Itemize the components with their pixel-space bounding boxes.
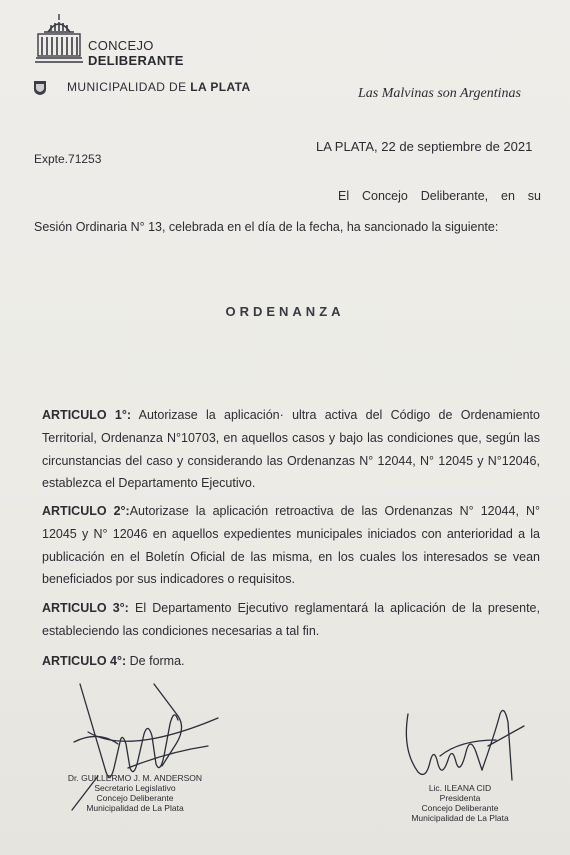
signatory-municipality: Municipalidad de La Plata — [86, 803, 184, 813]
signatory-name: Lic. ILEANA CID — [428, 783, 492, 793]
intro-line1: El Concejo Deliberante, en su — [338, 189, 541, 203]
municipality-prefix: MUNICIPALIDAD DE — [67, 80, 191, 94]
article-text: Autorizase la aplicación· ultra activa del Código de Ordenamiento Territorial, Ordenanza N°10703, en aquellos casos y bajo las condiciones que, según las circunstancias del caso y considerando las Ordenanzas N° 12044, N° 12045 y N°12046, establezca el Departamento Ejecutivo. — [42, 408, 540, 491]
signatory-municipality: Municipalidad de La Plata — [411, 813, 509, 823]
municipality-emblem-icon — [33, 80, 47, 96]
place-date: LA PLATA, 22 de septiembre de 2021 — [316, 139, 533, 154]
signatory-role: Secretario Legislativo — [94, 783, 176, 793]
document-title: ORDENANZA — [225, 304, 345, 319]
municipality-name: LA PLATA — [190, 80, 251, 94]
signature-block-right — [400, 783, 520, 823]
article-label: ARTICULO 1°: — [42, 408, 131, 422]
article-label: ARTICULO 2°: — [42, 504, 130, 518]
municipality-line — [67, 80, 251, 94]
article-3 — [42, 597, 540, 643]
institution-line2: DELIBERANTE — [88, 53, 184, 68]
article-text: El Departamento Ejecutivo reglamentará la aplicación de la presente, estableciendo las condiciones necesarias a tal fin. — [42, 601, 540, 638]
file-number: Expte.71253 — [34, 152, 102, 166]
signature-block-left — [60, 773, 210, 813]
article-label: ARTICULO 4°: — [42, 654, 127, 668]
article-2 — [42, 500, 540, 591]
motto: Las Malvinas son Argentinas — [358, 86, 521, 101]
institution-line1: CONCEJO — [88, 38, 154, 53]
article-1 — [42, 404, 540, 495]
signatory-name: Dr. GUILLERMO J. M. ANDERSON — [67, 773, 203, 783]
article-4 — [42, 650, 540, 673]
article-text: De forma. — [126, 654, 185, 668]
signatory-role: Presidenta — [439, 793, 481, 803]
institution-name — [88, 38, 184, 68]
article-label: ARTICULO 3°: — [42, 601, 129, 615]
signatory-body: Concejo Deliberante — [421, 803, 499, 813]
building-logo-icon — [34, 10, 84, 66]
article-text: Autorizase la aplicación retroactiva de las Ordenanzas N° 12044, N° 12045 y N° 12046 en aquellos expedientes municipales iniciados con anterioridad a la publicación en el Boletín Oficial de las misma, en los cuales los interesados se vean beneficiados por sus indicadores o requisitos. — [42, 504, 540, 587]
signatory-body: Concejo Deliberante — [96, 793, 174, 803]
intro-line2: Sesión Ordinaria N° 13, celebrada en el día de la fecha, ha sancionado la siguiente: — [34, 220, 499, 234]
